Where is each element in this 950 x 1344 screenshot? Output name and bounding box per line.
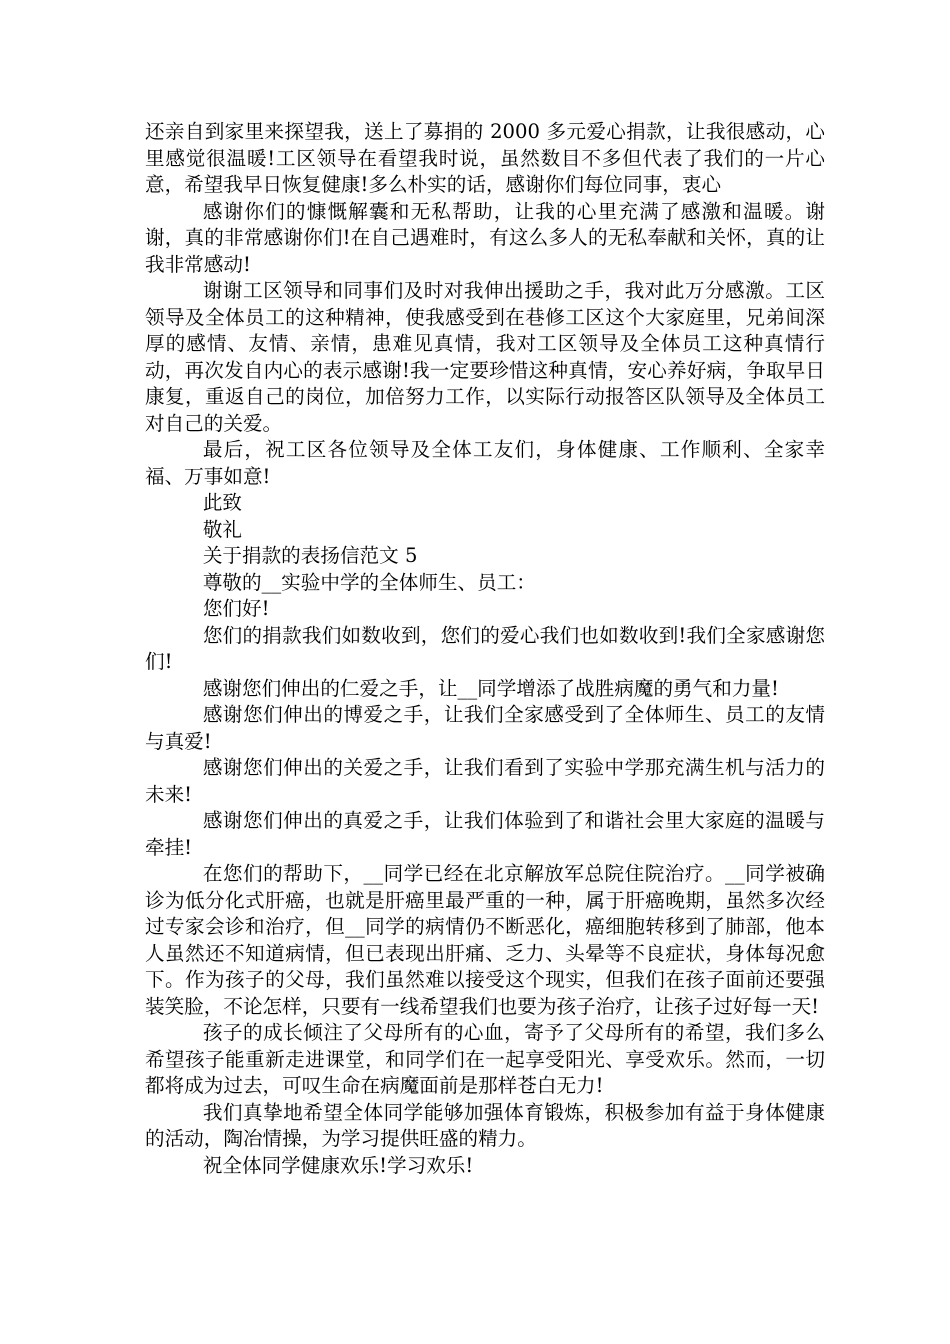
paragraph-15: 在您们的帮助下，__同学已经在北京解放军总院住院治疗。__同学被确诊为低分化式肝癌，也就是肝癌里最严重的一种，属于肝癌晚期，虽然多次经过专家会诊和治疗，但__同学的病情仍不断恶化，癌细胞转移到了肺部，他本人虽然还不知道病情，但已表现出肝痛、乏力、头晕等不良症状，身体每况愈下。作为孩子的父母，我们虽然难以接受这个现实，但我们在孩子面前还要强装笑脸，不论怎样，只要有一线希望我们也要为孩子治疗，让孩子过好每一天!	[145, 862, 825, 1018]
letter-addressee: 尊敬的__实验中学的全体师生、员工：	[202, 570, 536, 594]
paragraph-2: 感谢你们的慷慨解囊和无私帮助，让我的心里充满了感激和温暖。谢谢，真的非常感谢你们!在自己遇难时，有这么多人的无私奉献和关怀，真的让我非常感动!	[145, 199, 825, 276]
section-heading: 关于捐款的表扬信范文 5	[202, 544, 418, 567]
paragraph-1: 还亲自到家里来探望我，送上了募捐的 2000 多元爱心捐款，让我很感动，心里感觉很温暖!工区领导在看望我时说，虽然数目不多但代表了我们的一片心意，希望我早日恢复健康!多么朴实的话，感谢你们每位同事，衷心	[145, 120, 825, 196]
paragraph-4: 最后，祝工区各位领导及全体工友们，身体健康、工作顺利、全家幸福、万事如意!	[145, 438, 825, 488]
letter-greeting: 您们好!	[202, 597, 270, 620]
paragraph-12: 感谢您们伸出的博爱之手，让我们全家感受到了全体师生、员工的友情与真爱!	[145, 703, 825, 753]
paragraph-11: 感谢您们伸出的仁爱之手，让__同学增添了战胜病魔的勇气和力量!	[202, 676, 779, 700]
paragraph-16: 孩子的成长倾注了父母所有的心血，寄予了父母所有的希望，我们多么希望孩子能重新走进课堂，和同学们在一起享受阳光、享受欢乐。然而，一切都将成为过去，可叹生命在病魔面前是那样苍白无力!	[145, 1021, 825, 1097]
paragraph-13: 感谢您们伸出的关爱之手，让我们看到了实验中学那充满生机与活力的未来!	[145, 756, 825, 806]
document-body	[145, 119, 825, 1179]
closing-regards: 敬礼	[202, 517, 242, 541]
closing-salutation: 此致	[202, 491, 242, 514]
paragraph-14: 感谢您们伸出的真爱之手，让我们体验到了和谐社会里大家庭的温暖与牵挂!	[145, 809, 825, 859]
paragraph-10: 您们的捐款我们如数收到，您们的爱心我们也如数收到!我们全家感谢您们!	[145, 623, 825, 673]
paragraph-3: 谢谢工区领导和同事们及时对我伸出援助之手，我对此万分感激。工区领导及全体员工的这种精神，使我感受到在巷修工区这个大家庭里，兄弟间深厚的感情、友情、亲情，患难见真情，我对工区领导及全体员工这种真情行动，再次发自内心的表示感谢!我一定要珍惜这种真情，安心养好病，争取早日康复，重返自己的岗位，加倍努力工作，以实际行动报答区队领导及全体员工对自己的关爱。	[145, 279, 825, 435]
paragraph-18: 祝全体同学健康欢乐!学习欢乐!	[202, 1153, 474, 1177]
paragraph-17: 我们真挚地希望全体同学能够加强体育锻炼，积极参加有益于身体健康的活动，陶冶情操，为学习提供旺盛的精力。	[145, 1100, 825, 1150]
